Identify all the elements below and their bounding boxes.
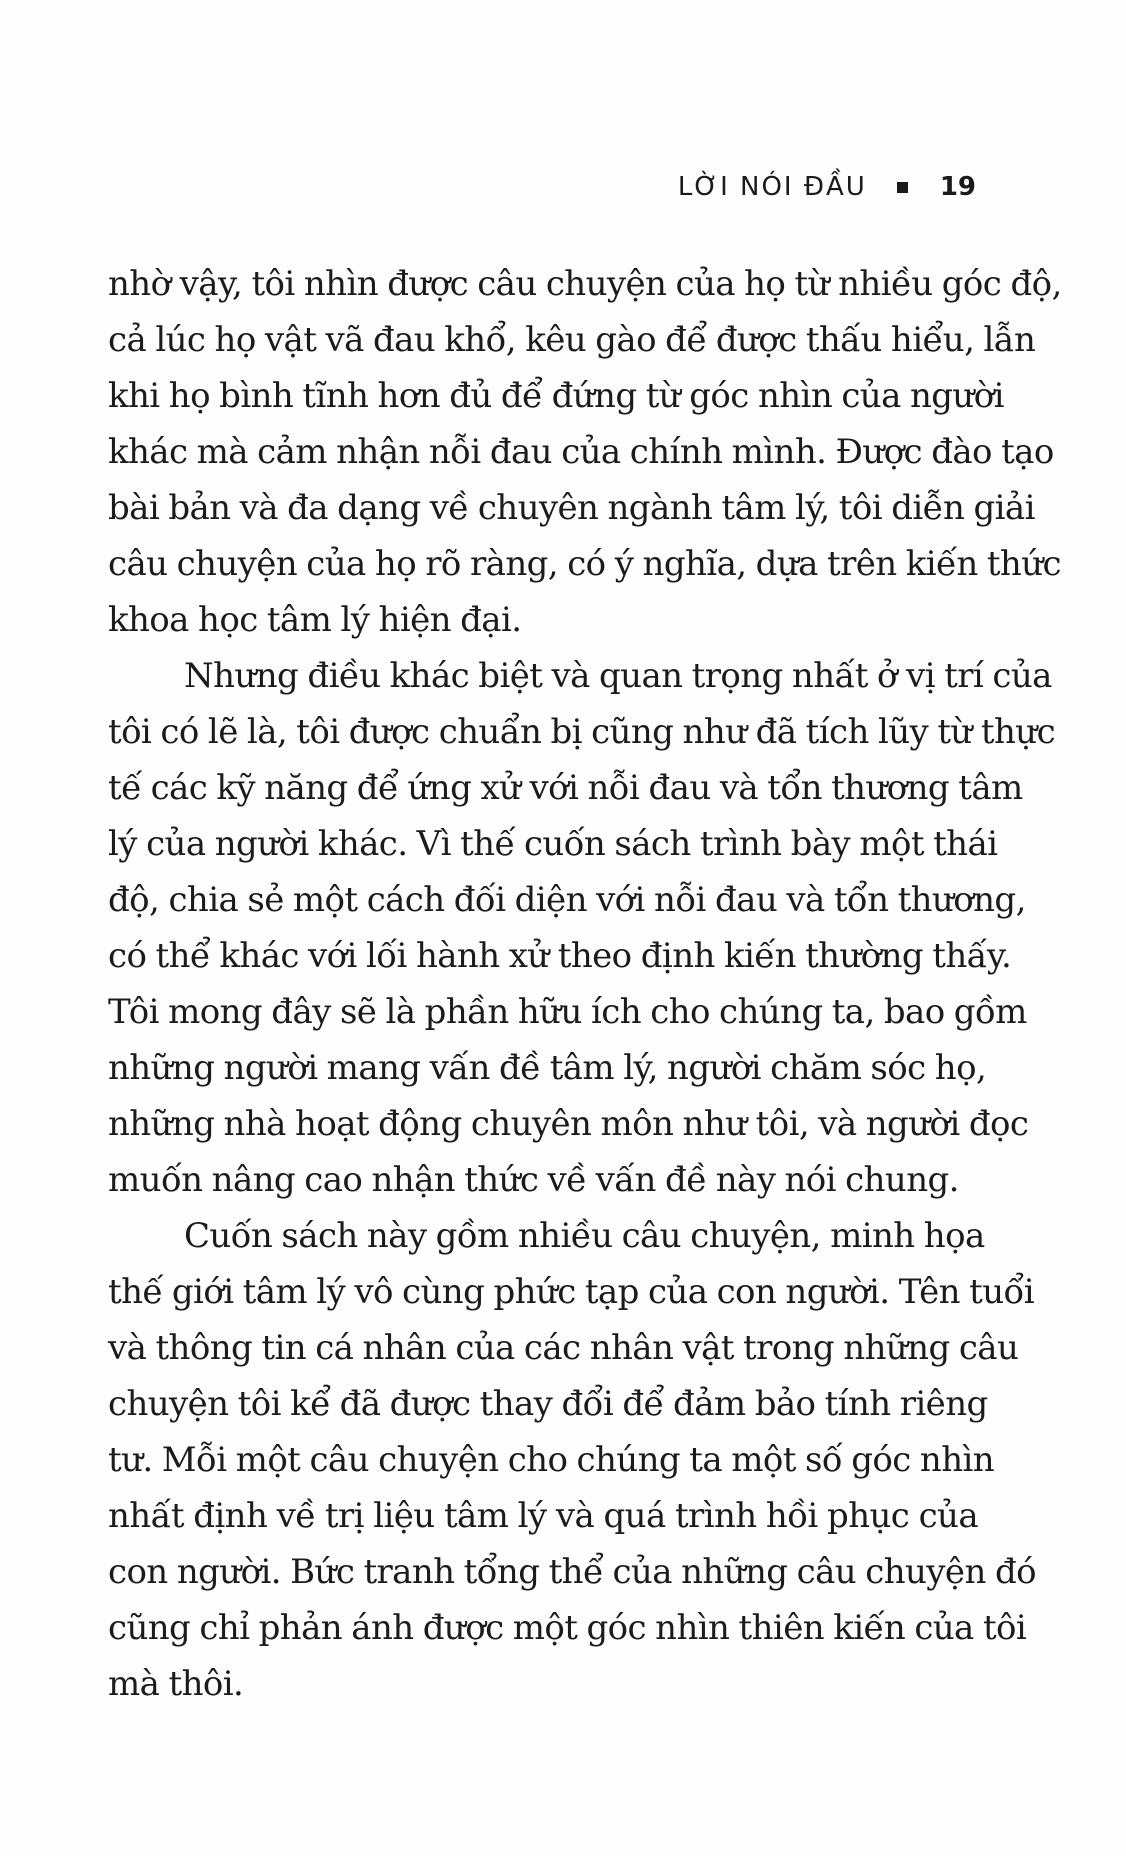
text-line: nhất định về trị liệu tâm lý và quá trình hồi phục của [108,1496,978,1536]
text-line: tư. Mỗi một câu chuyện cho chúng ta một số góc nhìn [108,1440,995,1480]
text-line: độ, chia sẻ một cách đối diện với nỗi đau và tổn thương, [108,880,1026,920]
text-line: lý của người khác. Vì thế cuốn sách trình bày một thái [108,824,998,864]
text-line: chuyện tôi kể đã được thay đổi để đảm bảo tính riêng [108,1384,988,1424]
text-line: những người mang vấn đề tâm lý, người chăm sóc họ, [108,1048,987,1088]
text-line: cả lúc họ vật vã đau khổ, kêu gào để được thấu hiểu, lẫn [108,320,1036,360]
text-line: những nhà hoạt động chuyên môn như tôi, và người đọc [108,1104,1029,1144]
header-separator-square [897,182,908,193]
section-title: LỜI NÓI ĐẦU [677,172,867,202]
text-line: khác mà cảm nhận nỗi đau của chính mình. Được đào tạo [108,432,1054,472]
text-line: và thông tin cá nhân của các nhân vật trong những câu [108,1328,1019,1368]
text-line: Cuốn sách này gồm nhiều câu chuyện, minh họa [184,1216,985,1256]
running-header [678,172,976,202]
page-number: 19 [939,172,976,202]
text-line: khoa học tâm lý hiện đại. [108,600,522,640]
body-text [108,256,1062,1712]
text-line: nhờ vậy, tôi nhìn được câu chuyện của họ từ nhiều góc độ, [108,264,1062,304]
text-line: câu chuyện của họ rõ ràng, có ý nghĩa, dựa trên kiến thức [108,544,1061,584]
text-line: tế các kỹ năng để ứng xử với nỗi đau và tổn thương tâm [108,768,1023,808]
text-line: mà thôi. [108,1664,244,1704]
text-line: Nhưng điều khác biệt và quan trọng nhất ở vị trí của [184,656,1052,696]
text-line: con người. Bức tranh tổng thể của những câu chuyện đó [108,1552,1036,1592]
text-line: tôi có lẽ là, tôi được chuẩn bị cũng như đã tích lũy từ thực [108,712,1056,752]
text-line: thế giới tâm lý vô cùng phức tạp của con người. Tên tuổi [108,1272,1035,1312]
text-line: cũng chỉ phản ánh được một góc nhìn thiên kiến của tôi [108,1608,1027,1648]
text-line: bài bản và đa dạng về chuyên ngành tâm lý, tôi diễn giải [108,488,1035,528]
text-line: Tôi mong đây sẽ là phần hữu ích cho chúng ta, bao gồm [108,992,1027,1032]
text-line: khi họ bình tĩnh hơn đủ để đứng từ góc nhìn của người [108,376,1004,416]
text-line: có thể khác với lối hành xử theo định kiến thường thấy. [108,936,1012,976]
text-line: muốn nâng cao nhận thức về vấn đề này nói chung. [108,1160,959,1200]
